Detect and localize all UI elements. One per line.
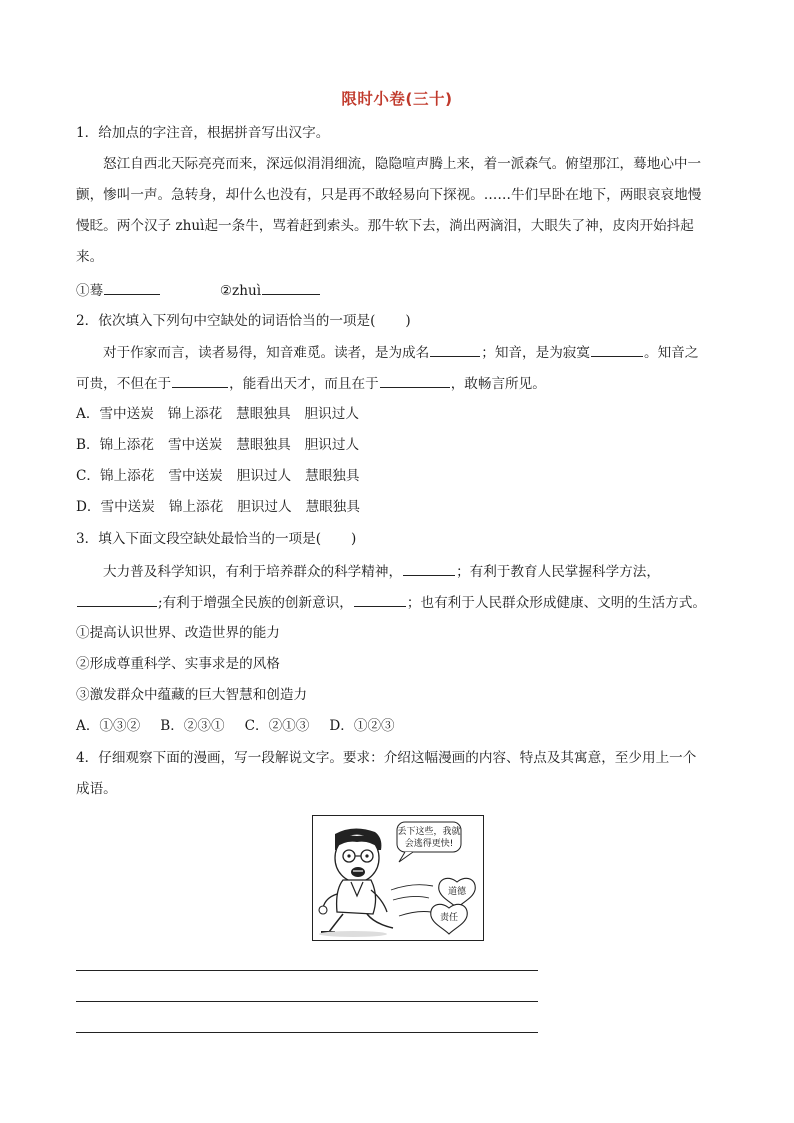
- q3-blank-1[interactable]: [403, 562, 455, 576]
- q3-passage-line-2: [76, 593, 706, 612]
- q1-answer-1-label: ①蓦: [76, 283, 104, 299]
- ground-shadow: [319, 931, 387, 937]
- open-mouth: [351, 867, 365, 877]
- q2-blank-2[interactable]: [591, 343, 643, 357]
- q2-option-a[interactable]: [76, 405, 373, 423]
- option-word: 雪中送炭: [99, 406, 154, 422]
- q3-stem-text: 3．填入下面文段空缺处最恰当的一项是(: [76, 531, 322, 547]
- q3-item-1: ①提高认识世界、改造世界的能力: [76, 625, 280, 641]
- q2-text: ，能看出天才，而且在于: [229, 376, 379, 392]
- q2-sentence-line-1: [103, 343, 698, 362]
- option-word: 锦上添花: [168, 499, 224, 515]
- q3-text: 大力普及科学知识，有利于培养群众的科学精神，: [103, 564, 403, 580]
- q3-stem: [76, 530, 356, 548]
- q2-text: 可贵，不但在于: [76, 376, 172, 392]
- q2-option-d[interactable]: [76, 498, 374, 516]
- q1-answer-2-blank[interactable]: [262, 281, 320, 295]
- q1-stem: 1．给加点的字注音，根据拼音写出汉字。: [76, 125, 330, 141]
- q3-choice-c[interactable]: C．②①③: [244, 718, 310, 734]
- answer-line-3[interactable]: [76, 1032, 538, 1033]
- option-label: B．: [76, 437, 100, 453]
- option-word: 雪中送炭: [167, 437, 223, 453]
- q3-passage-line-1: [103, 562, 660, 581]
- option-word: 胆识过人: [304, 437, 360, 453]
- option-label: C．: [76, 468, 100, 484]
- option-label: A．: [76, 406, 100, 422]
- page-title: 限时小卷(三十): [341, 90, 453, 108]
- man-body: [337, 880, 376, 914]
- answer-line-2[interactable]: [76, 1001, 538, 1002]
- q3-blank-2[interactable]: [77, 593, 157, 607]
- q1-passage-line-3: 慢眨。两个汉子 zhuì起一条牛，骂着赶到索头。那牛软下去，淌出两滴泪，大眼失了神，皮肉开始抖起: [76, 218, 694, 234]
- q1-passage-line-4: 来。: [76, 249, 104, 265]
- q4-stem-line-1: 4．仔细观察下面的漫画，写一段解说文字。要求：介绍这幅漫画的内容、特点及其寓意，至少用上一个: [76, 750, 697, 766]
- q2-sentence-line-2: [76, 374, 546, 393]
- q2-text: ；知音，是为寂寞: [481, 345, 590, 361]
- option-word: 慧眼独具: [236, 437, 291, 453]
- option-word: 慧眼独具: [305, 499, 360, 515]
- q2-stem-text: 2．依次填入下列句中空缺处的词语恰当的一项是(: [76, 313, 376, 329]
- q2-option-c[interactable]: [76, 467, 374, 485]
- q3-text: ；有利于教育人民掌握科学方法，: [456, 564, 660, 580]
- q3-choice-b[interactable]: B．②③①: [160, 718, 225, 734]
- q4-stem-line-2: 成语。: [76, 781, 117, 797]
- q2-blank-4[interactable]: [380, 374, 450, 388]
- q1-answer-row: [76, 281, 321, 300]
- q3-choice-d[interactable]: D．①②③: [329, 718, 395, 734]
- q2-stem-close: ): [405, 313, 411, 329]
- q3-text: ；也有利于人民群众形成健康、文明的生活方式。: [406, 595, 706, 611]
- heart-label-1: 道德: [447, 887, 467, 897]
- q2-blank-3[interactable]: [172, 374, 228, 388]
- man-arm: [323, 894, 337, 908]
- q2-option-b[interactable]: [76, 436, 373, 454]
- q1-answer-1-blank[interactable]: [104, 281, 160, 295]
- q3-item-2: ②形成尊重科学、实事求是的风格: [76, 656, 280, 672]
- option-word: 雪中送炭: [100, 499, 155, 515]
- comic-drawing: [313, 816, 483, 940]
- motion-line: [391, 885, 433, 890]
- q3-blank-3[interactable]: [354, 593, 406, 607]
- option-word: 胆识过人: [236, 468, 292, 484]
- heart-label-2: 责任: [439, 913, 459, 923]
- q2-text: 对于作家而言，读者易得，知音难觅。读者，是为成名: [103, 345, 430, 361]
- option-word: 胆识过人: [237, 499, 292, 515]
- bubble-line-2: 会逃得更快!: [404, 839, 454, 849]
- answer-line-1[interactable]: [76, 970, 538, 971]
- comic-illustration: [312, 815, 484, 941]
- option-label: D．: [76, 499, 101, 515]
- option-word: 慧眼独具: [236, 406, 291, 422]
- option-word: 锦上添花: [167, 406, 223, 422]
- q3-stem-close: ): [351, 531, 357, 547]
- option-word: 胆识过人: [304, 406, 359, 422]
- q3-text: ;有利于增强全民族的创新意识，: [158, 595, 353, 611]
- q2-stem: [76, 312, 411, 330]
- q2-text: ，敢畅言所见。: [450, 376, 546, 392]
- option-word: 锦上添花: [99, 437, 154, 453]
- q3-item-3: ③激发群众中蕴藏的巨大智慧和创造力: [76, 687, 308, 703]
- q2-blank-1[interactable]: [430, 343, 480, 357]
- q1-passage-line-2: 颤，惨叫一声。急转身，却什么也没有，只是再不敢轻易向下探视。……牛们早卧在地下，两眼哀哀地慢: [76, 187, 702, 203]
- option-word: 慧眼独具: [305, 468, 360, 484]
- q2-text: 。知音之: [644, 345, 699, 361]
- speech-bubble-tail: [399, 852, 413, 862]
- option-word: 锦上添花: [100, 468, 155, 484]
- q3-choices: [76, 717, 409, 735]
- bubble-line-1: 丢下这些，我就: [397, 827, 461, 837]
- option-word: 雪中送炭: [168, 468, 223, 484]
- man-leg: [329, 914, 343, 932]
- q3-choice-a[interactable]: A．①③②: [76, 718, 141, 734]
- q1-answer-2-label: ②zhuì: [219, 283, 262, 299]
- q1-passage-line-1: 怒江自西北天际亮亮而来，深远似涓涓细流，隐隐喧声腾上来，着一派森气。俯望那江，蓦地心中一: [103, 156, 702, 172]
